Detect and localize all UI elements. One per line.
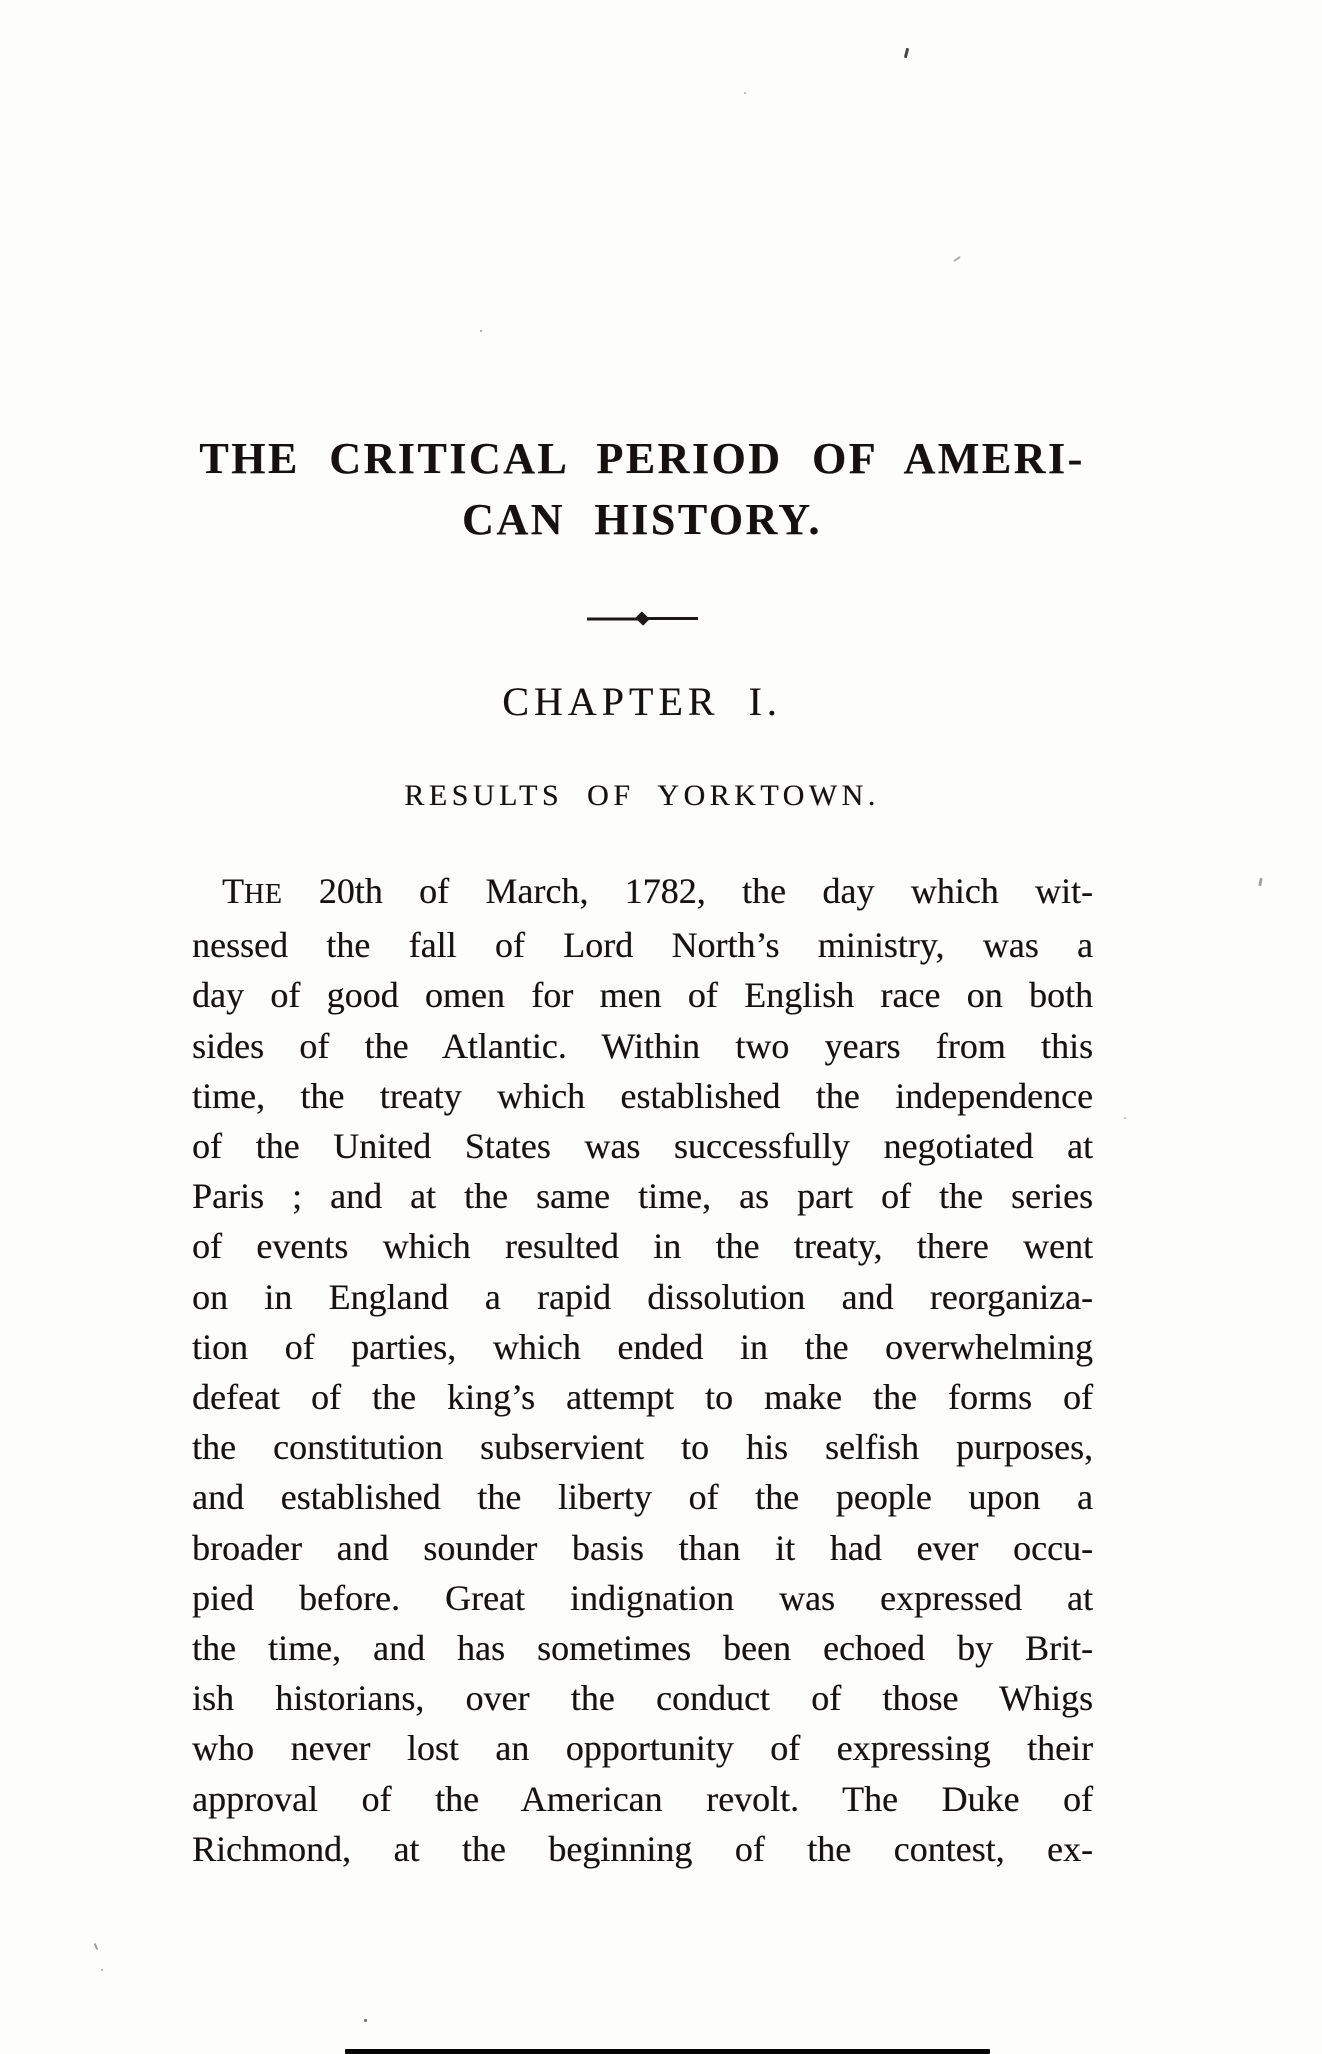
opening-line-rest: 20th of March, 1782, the day which wit- [318, 871, 1094, 911]
text-line: pied before. Great indignation was expressed at [192, 1577, 1093, 1618]
book-title-line-2: CAN HISTORY. [462, 495, 822, 544]
text-line: on in England a rapid dissolution and reorganiza- [192, 1276, 1093, 1317]
scan-speck [1258, 878, 1263, 886]
text-line: of events which resulted in the treaty, there went [192, 1226, 1093, 1267]
text-line: tion of parties, which ended in the overwhelming [192, 1326, 1093, 1367]
paragraph-lines [192, 920, 1093, 1874]
chapter-heading: CHAPTER I. [502, 679, 782, 724]
text-line: nessed the fall of Lord North’s ministry, was a [192, 925, 1093, 966]
opening-drop-initial: T [222, 871, 244, 911]
text-line: and established the liberty of the people upon a [192, 1477, 1093, 1518]
book-title-line-1: THE CRITICAL PERIOD OF AMERI- [199, 434, 1085, 483]
text-line: day of good omen for men of English race on both [192, 975, 1093, 1016]
text-line: Paris ; and at the same time, as part of the series [192, 1176, 1093, 1217]
text-line: ish historians, over the conduct of those Whigs [192, 1678, 1093, 1719]
text-line-first [192, 866, 1093, 920]
divider-rule-right [646, 617, 698, 620]
text-line: the time, and has sometimes been echoed by Brit- [192, 1628, 1093, 1669]
book-title [192, 428, 1092, 550]
scan-edge-artifact [345, 2049, 990, 2054]
text-line: time, the treaty which established the independence [192, 1075, 1093, 1116]
scan-speck [94, 1943, 99, 1950]
opening-small-caps: HE [244, 879, 283, 910]
text-line: the constitution subservient to his selfish purposes, [192, 1427, 1093, 1468]
scan-speck [744, 92, 746, 94]
text-line: who never lost an opportunity of expressing their [192, 1728, 1093, 1769]
divider-diamond-icon [635, 611, 649, 625]
scan-speck [953, 256, 961, 262]
text-line: defeat of the king’s attempt to make the forms of [192, 1377, 1093, 1418]
text-line: sides of the Atlantic. Within two years from this [192, 1025, 1093, 1066]
text-line: Richmond, at the beginning of the contest, ex- [192, 1828, 1093, 1869]
scan-speck [904, 48, 909, 58]
scan-speck [480, 330, 482, 332]
divider-rule-left [587, 617, 639, 620]
ornamental-divider [192, 611, 1092, 625]
scan-speck [101, 1969, 103, 1971]
text-line: of the United States was successfully negotiated at [192, 1126, 1093, 1167]
text-line: approval of the American revolt. The Duke of [192, 1778, 1093, 1819]
body-paragraph [192, 866, 1093, 1874]
scan-speck [1124, 1117, 1126, 1119]
scan-speck [364, 2019, 367, 2022]
text-line: broader and sounder basis than it had ever occu- [192, 1527, 1093, 1568]
section-heading: RESULTS OF YORKTOWN. [404, 779, 880, 812]
